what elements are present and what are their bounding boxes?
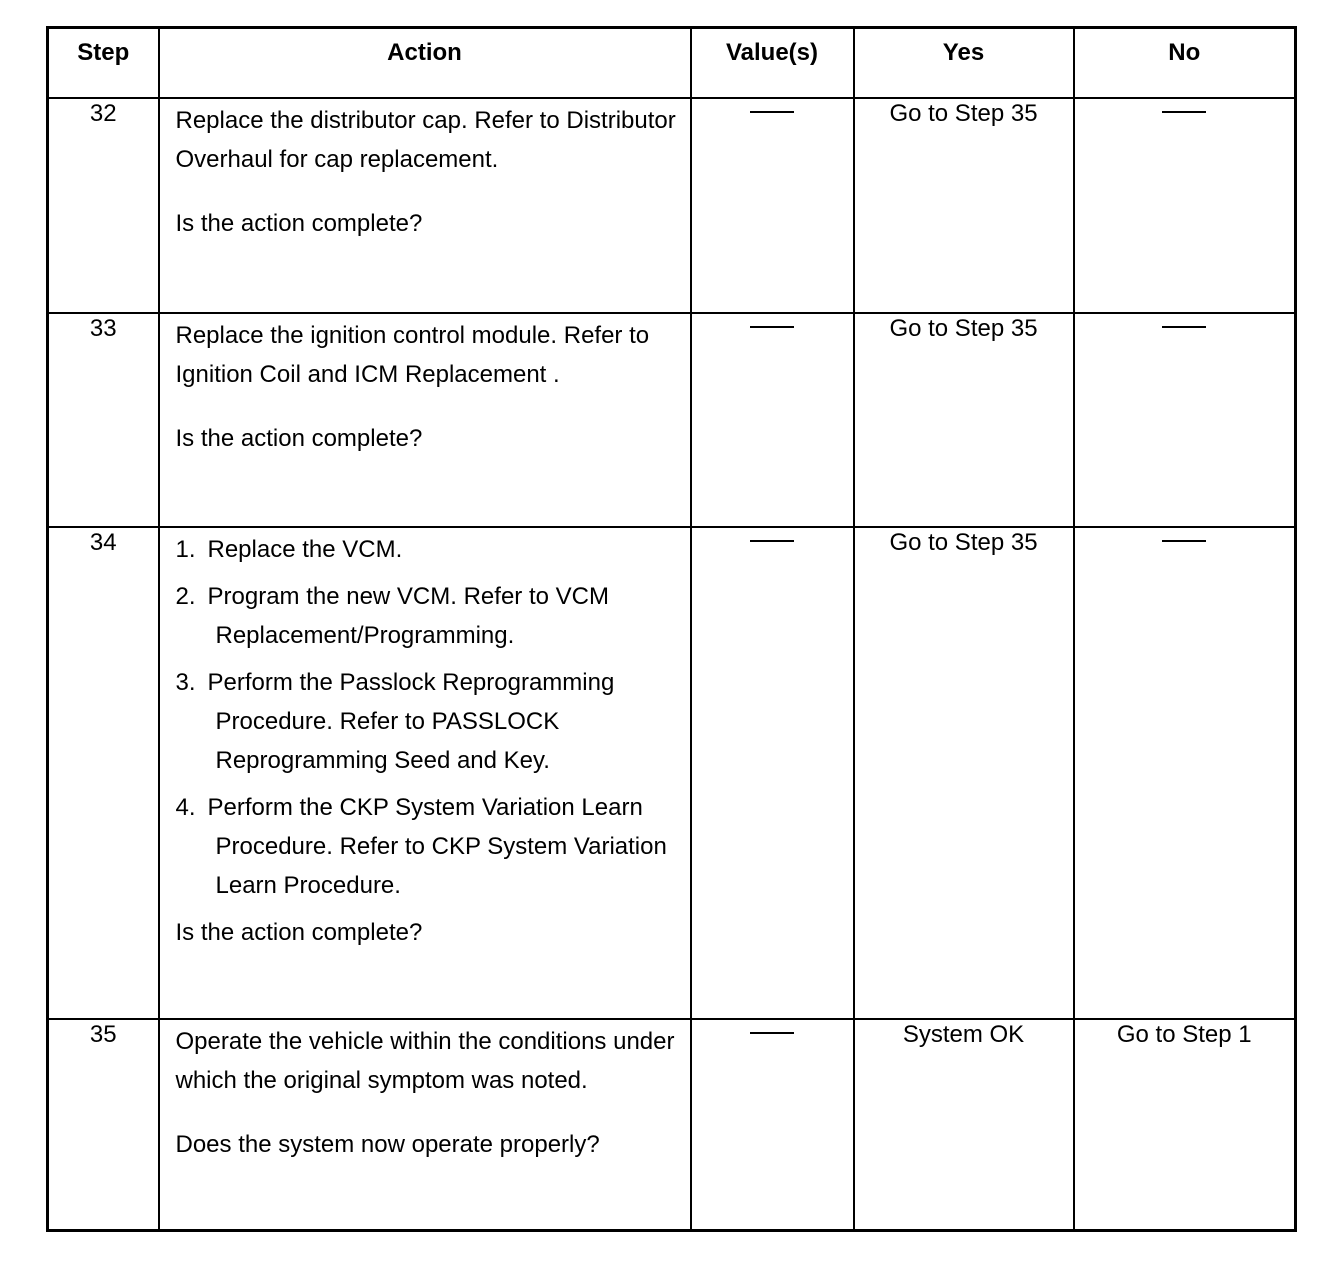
table-row-step-33 [48, 313, 1296, 527]
action-cell [159, 313, 691, 527]
table-row-step-32 [48, 98, 1296, 313]
no-cell [1074, 527, 1296, 1019]
dash-mark [750, 326, 794, 328]
action-question: Is the action complete? [175, 918, 423, 946]
yes-cell: Go to Step 35 [854, 98, 1074, 313]
action-text: Replace the ignition control module. Refer to Ignition Coil and ICM Replacement . [175, 321, 650, 388]
yes-cell: Go to Step 35 [854, 313, 1074, 527]
header-action: Action [159, 28, 691, 98]
action-text: Replace the distributor cap. Refer to Distributor Overhaul for cap replacement. [175, 106, 676, 173]
action-question: Is the action complete? [175, 424, 423, 452]
header-row [48, 28, 1296, 98]
dash-mark [750, 540, 794, 542]
action-steps-list [176, 530, 680, 905]
diagnostic-table [46, 26, 1297, 1232]
step-number: 35 [48, 1019, 159, 1231]
value-cell [691, 313, 854, 527]
dash-mark [1162, 540, 1206, 542]
value-cell [691, 1019, 854, 1231]
header-yes: Yes [854, 28, 1074, 98]
no-cell: Go to Step 1 [1074, 1019, 1296, 1231]
step-number: 34 [48, 527, 159, 1019]
table-row-step-35 [48, 1019, 1296, 1231]
yes-cell: System OK [854, 1019, 1074, 1231]
no-cell [1074, 98, 1296, 313]
table-row-step-34 [48, 527, 1296, 1019]
list-item: 3. Perform the Passlock Reprogramming Procedure. Refer to PASSLOCK Reprogramming Seed and Key. [175, 668, 615, 774]
step-number: 32 [48, 98, 159, 313]
header-step: Step [48, 28, 159, 98]
action-cell [159, 98, 691, 313]
list-item: 1. Replace the VCM. [175, 535, 403, 563]
dash-mark [1162, 326, 1206, 328]
dash-mark [750, 111, 794, 113]
list-item: 4. Perform the CKP System Variation Learn Procedure. Refer to CKP System Variation Learn Procedure. [175, 793, 667, 899]
header-values: Value(s) [691, 28, 854, 98]
action-cell [159, 527, 691, 1019]
action-question: Is the action complete? [175, 209, 423, 237]
action-cell [159, 1019, 691, 1231]
step-number: 33 [48, 313, 159, 527]
action-text: Operate the vehicle within the conditions under which the original symptom was noted. [175, 1027, 675, 1094]
value-cell [691, 98, 854, 313]
value-cell [691, 527, 854, 1019]
no-cell [1074, 313, 1296, 527]
action-question: Does the system now operate properly? [175, 1130, 600, 1158]
dash-mark [750, 1032, 794, 1034]
header-no: No [1074, 28, 1296, 98]
yes-cell: Go to Step 35 [854, 527, 1074, 1019]
list-item: 2. Program the new VCM. Refer to VCM Replacement/Programming. [175, 582, 609, 649]
dash-mark [1162, 111, 1206, 113]
